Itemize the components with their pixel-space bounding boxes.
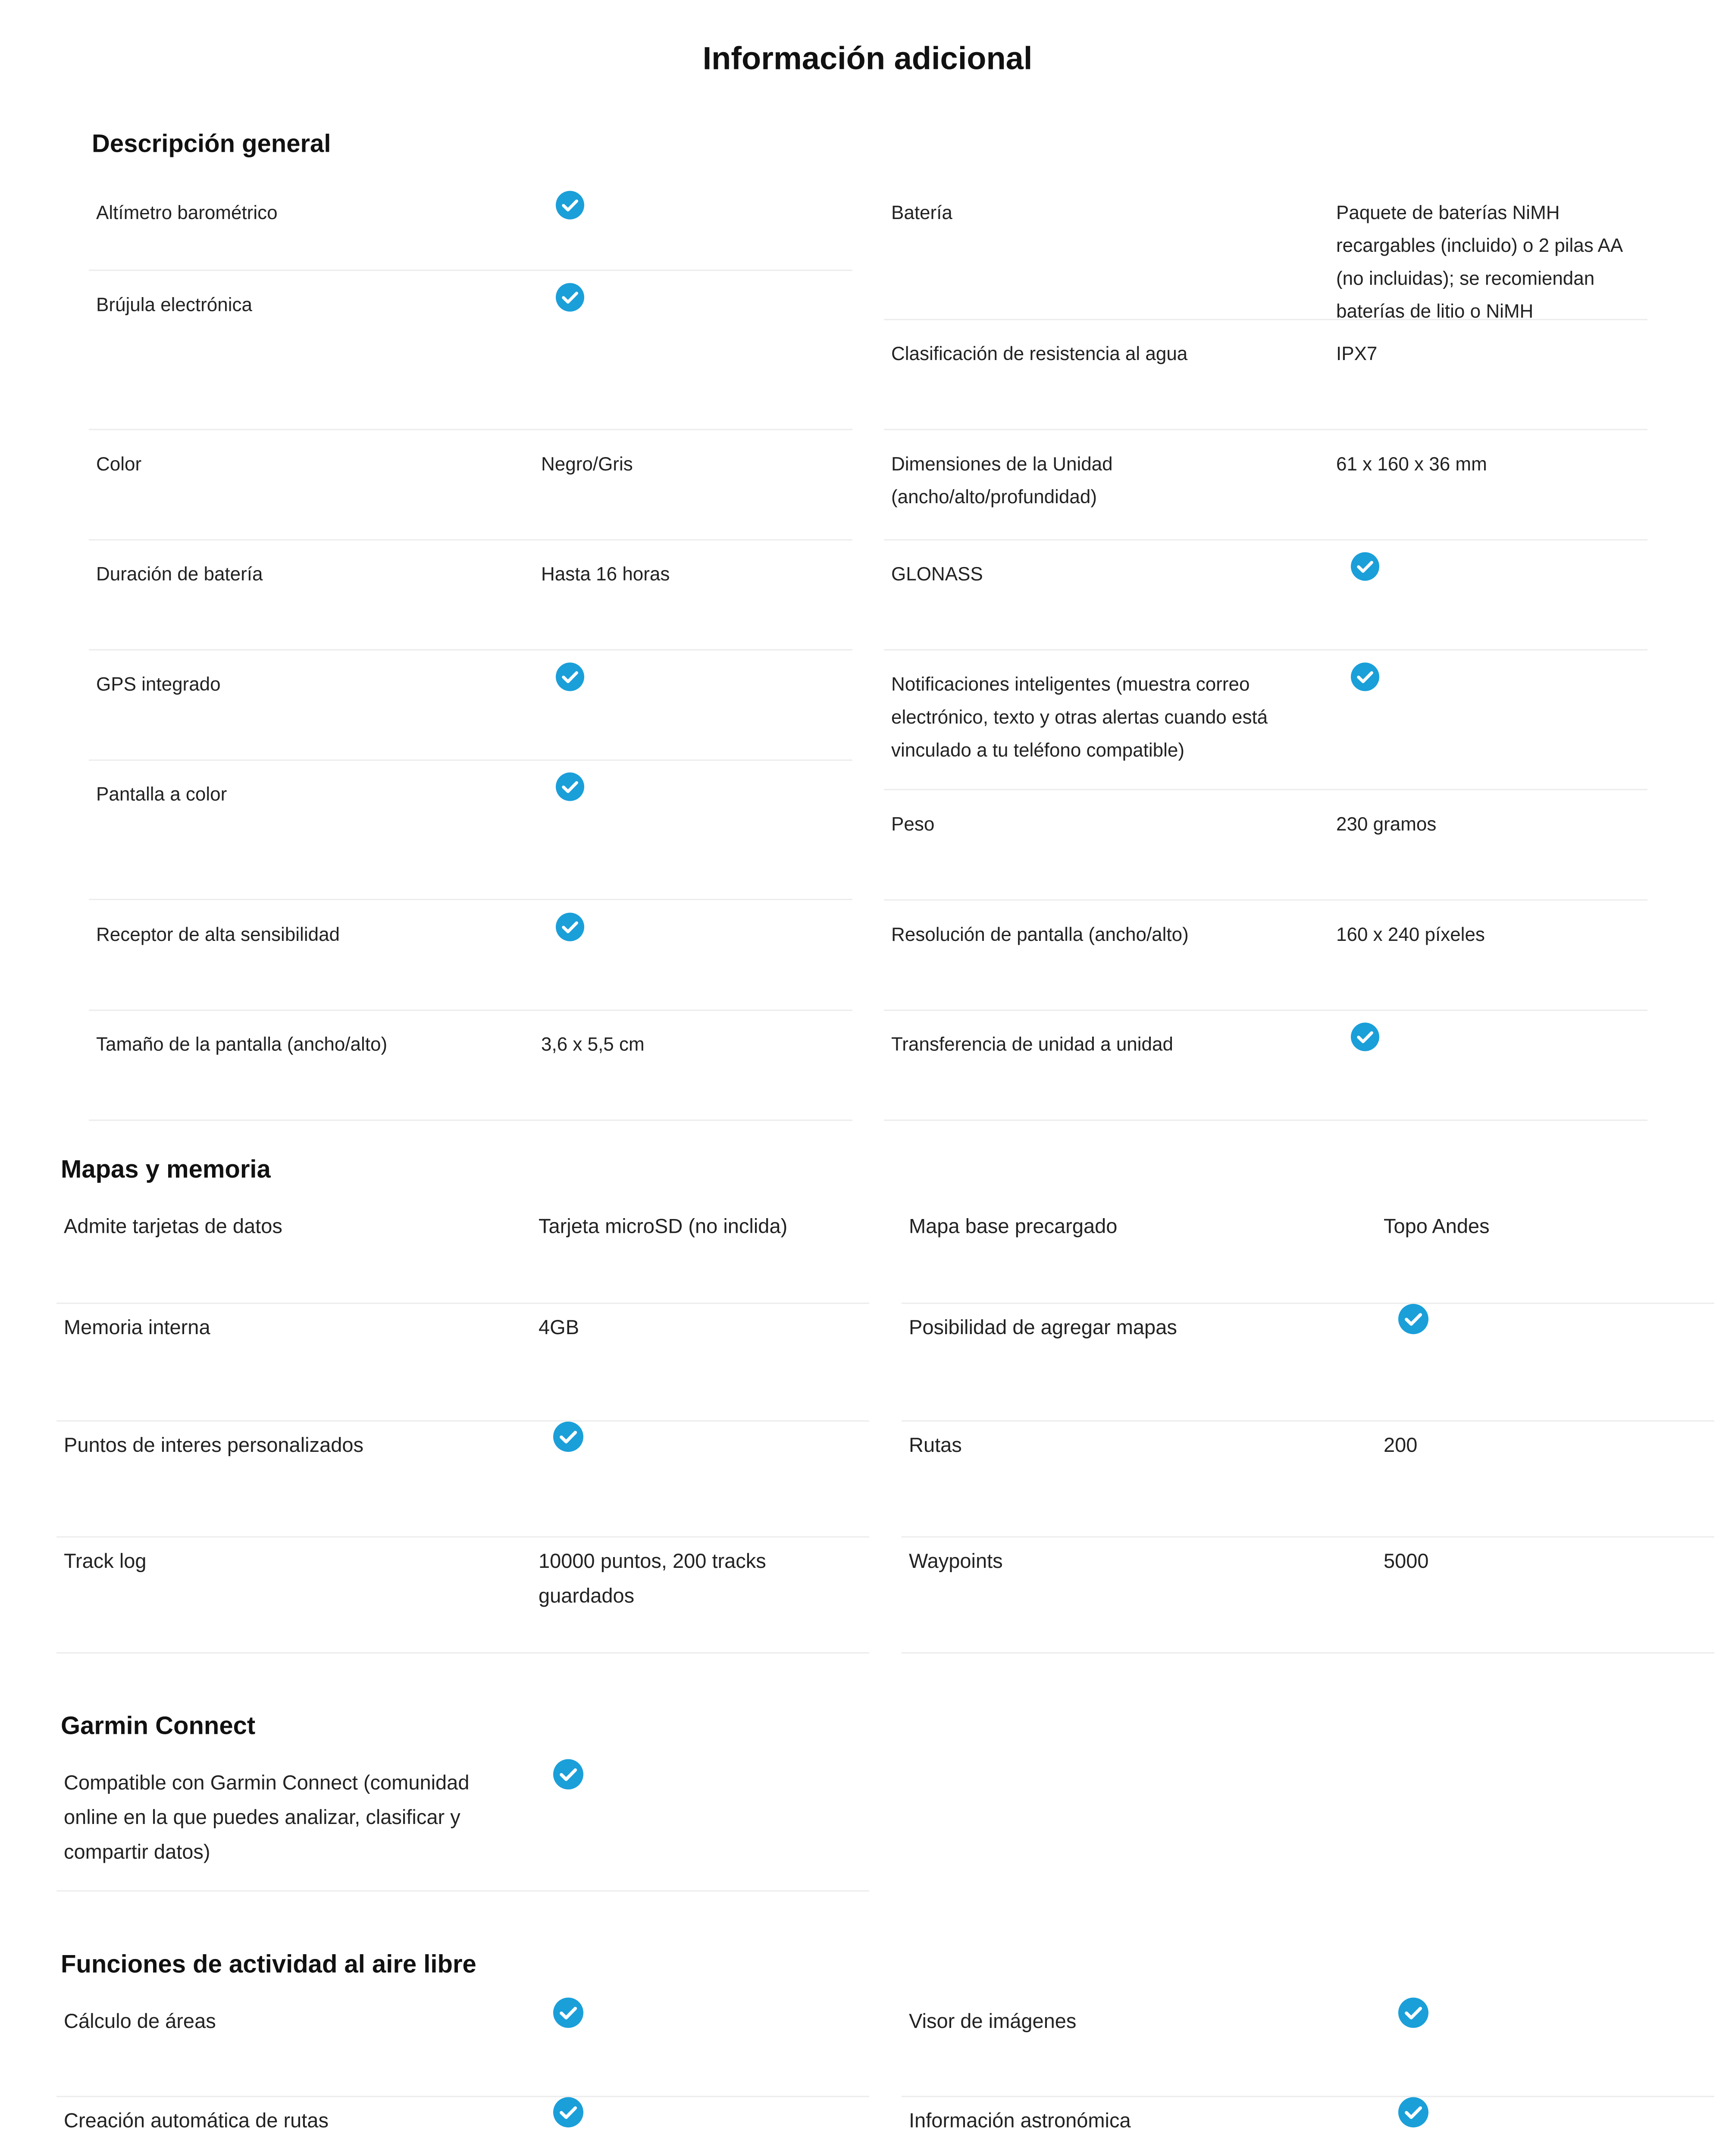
check-circle-icon <box>556 191 584 219</box>
spec-row <box>56 1203 869 1304</box>
spec-row <box>89 650 852 761</box>
spec-label: Dimensiones de la Unidad (ancho/alto/profundidad) <box>891 453 1113 508</box>
spec-label: Altímetro barométrico <box>96 202 278 223</box>
check-circle-icon <box>1351 552 1379 581</box>
check-circle-icon <box>553 1422 583 1452</box>
spec-row <box>902 1304 1714 1422</box>
spec-row <box>884 900 1647 1011</box>
spec-label: Admite tarjetas de datos <box>64 1214 282 1238</box>
spec-label: Compatible con Garmin Connect (comunidad online en la que puedes analizar, clasificar y compartir datos) <box>64 1771 470 1863</box>
spec-row <box>56 1759 869 1892</box>
spec-label: Posibilidad de agregar mapas <box>909 1315 1177 1339</box>
spec-label: Clasificación de resistencia al agua <box>891 343 1188 365</box>
spec-label: Rutas <box>909 1433 962 1457</box>
spec-row <box>884 320 1647 430</box>
spec-row <box>902 1422 1714 1538</box>
spec-value: 160 x 240 píxeles <box>1336 924 1485 945</box>
spec-row <box>89 900 852 1011</box>
spec-row <box>89 179 852 271</box>
check-circle-icon <box>1351 1023 1379 1051</box>
spec-row <box>56 1998 869 2097</box>
spec-label: Creación automática de rutas <box>64 2109 329 2132</box>
spec-row <box>56 1538 869 1654</box>
spec-row <box>56 2097 869 2156</box>
spec-value: 200 <box>1384 1433 1418 1457</box>
page-title: Información adicional <box>702 40 1033 76</box>
spec-label: Tamaño de la pantalla (ancho/alto) <box>96 1034 388 1055</box>
spec-row <box>89 760 852 900</box>
spec-row <box>902 2097 1714 2156</box>
spec-label: Duración de batería <box>96 563 263 585</box>
spec-row <box>89 540 852 650</box>
spec-label: Receptor de alta sensibilidad <box>96 924 340 945</box>
check-circle-icon <box>556 283 584 311</box>
spec-label: Puntos de interes personalizados <box>64 1433 363 1457</box>
spec-row <box>902 1998 1714 2097</box>
spec-row <box>884 790 1647 901</box>
spec-row <box>56 1304 869 1422</box>
check-circle-icon <box>556 913 584 941</box>
spec-row <box>89 271 852 430</box>
spec-row <box>884 1010 1647 1121</box>
check-circle-icon <box>553 2097 583 2127</box>
spec-row <box>884 540 1647 650</box>
spec-label: Pantalla a color <box>96 783 227 805</box>
spec-value: 4GB <box>539 1315 579 1339</box>
spec-row <box>902 1203 1714 1304</box>
check-circle-icon <box>1398 2097 1428 2127</box>
section-title: Descripción general <box>92 129 331 158</box>
spec-value: 61 x 160 x 36 mm <box>1336 453 1487 475</box>
spec-label: Waypoints <box>909 1549 1003 1573</box>
spec-label: Transferencia de unidad a unidad <box>891 1034 1173 1055</box>
check-circle-icon <box>556 772 584 801</box>
spec-label: Resolución de pantalla (ancho/alto) <box>891 924 1189 945</box>
spec-value: Negro/Gris <box>541 453 633 475</box>
spec-row <box>902 1538 1714 1654</box>
spec-label: Batería <box>891 202 952 223</box>
spec-value: Hasta 16 horas <box>541 563 670 585</box>
spec-label: Mapa base precargado <box>909 1214 1118 1238</box>
spec-row <box>884 650 1647 790</box>
spec-label: Track log <box>64 1549 147 1573</box>
spec-value: Topo Andes <box>1384 1214 1490 1238</box>
spec-value: 3,6 x 5,5 cm <box>541 1034 645 1055</box>
spec-label: Memoria interna <box>64 1315 210 1339</box>
spec-row <box>884 179 1647 320</box>
spec-label: Notificaciones inteligentes (muestra correo electrónico, texto y otras alertas cuando está vinculado a tu teléfono compatible) <box>891 674 1268 761</box>
spec-label: Peso <box>891 813 935 835</box>
section-title: Mapas y memoria <box>61 1155 271 1183</box>
spec-value: 5000 <box>1384 1549 1429 1573</box>
section-title: Garmin Connect <box>61 1711 256 1740</box>
check-circle-icon <box>1351 663 1379 691</box>
spec-row <box>884 430 1647 541</box>
spec-value: IPX7 <box>1336 343 1378 365</box>
spec-row <box>56 1422 869 1538</box>
spec-row <box>89 1010 852 1121</box>
spec-value: Tarjeta microSD (no inclida) <box>539 1214 788 1238</box>
spec-label: Información astronómica <box>909 2109 1131 2132</box>
check-circle-icon <box>553 1998 583 2028</box>
spec-value: 230 gramos <box>1336 813 1437 835</box>
check-circle-icon <box>1398 1998 1428 2028</box>
spec-row <box>89 430 852 541</box>
check-circle-icon <box>556 663 584 691</box>
spec-label: Cálculo de áreas <box>64 2009 216 2032</box>
check-circle-icon <box>1398 1304 1428 1334</box>
spec-label: Brújula electrónica <box>96 294 252 316</box>
spec-value: Paquete de baterías NiMH recargables (incluido) o 2 pilas AA (no incluidas); se recomiendan baterías de litio o NiMH <box>1336 202 1622 322</box>
section-title: Funciones de actividad al aire libre <box>61 1950 476 1978</box>
spec-label: Visor de imágenes <box>909 2009 1077 2032</box>
check-circle-icon <box>553 1759 583 1789</box>
spec-label: GPS integrado <box>96 674 221 695</box>
spec-label: Color <box>96 453 142 475</box>
spec-label: GLONASS <box>891 563 983 585</box>
spec-value: 10000 puntos, 200 tracks guardados <box>539 1549 766 1607</box>
